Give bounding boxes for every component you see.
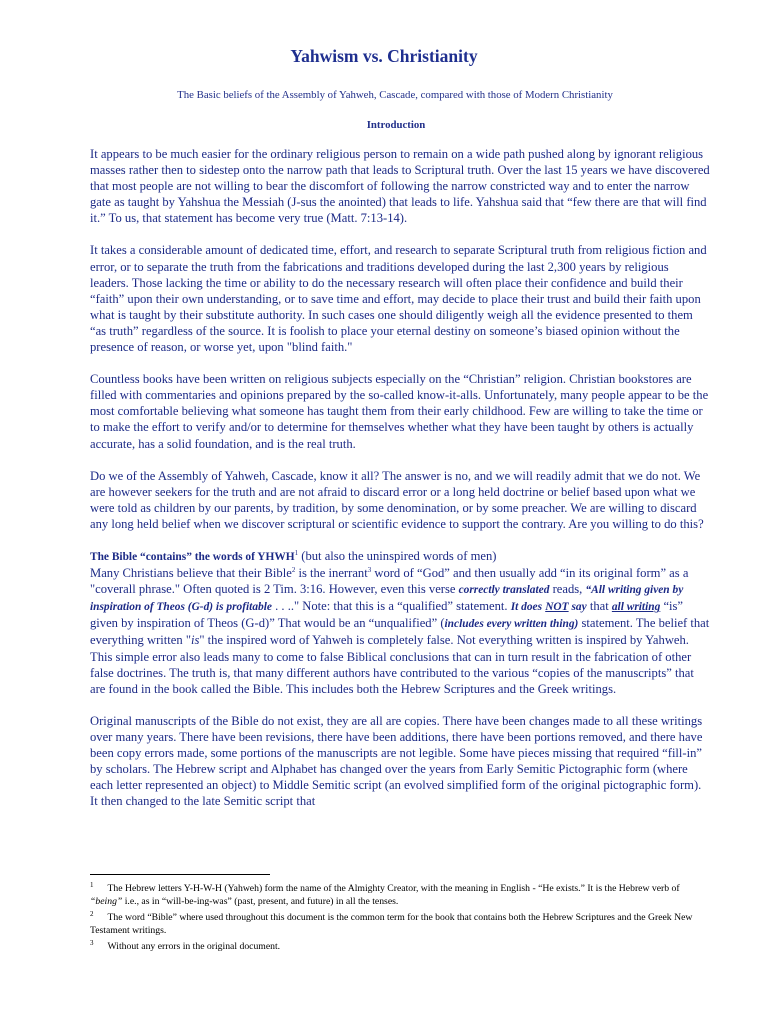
text-run: " the inspired word of Yahweh is completely false. Not everything written is inspired by Yahweh. This simple error also leads many to come to false Biblical conclusions that can in turn result in the fabrication of other false doctrines. The truth is, that many different authors have contributed to the various “copies of the manuscripts” that are found in the book called the Bible. This includes both the Hebrew Scriptures and the Greek writings. <box>90 633 694 696</box>
emphasis-text: is <box>190 633 200 648</box>
text-run: reads, <box>549 582 586 597</box>
footnote-number: 2 <box>90 910 94 919</box>
paragraph: Do we of the Assembly of Yahweh, Cascade, know it all? The answer is no, and we will readily admit that we do not. We are however seekers for the truth and are not afraid to discard error or a long held doctrine or belief based upon what we were told as children by our parents, by tradition, by some denomination, or by some preacher. We are willing to discard any long held belief when we discover scriptural or scientific evidence to support the contrary. Are you willing to do this? <box>90 468 704 531</box>
footnote-ref: 2 <box>291 565 296 574</box>
section-heading-suffix: (but also the uninspired words of men) <box>298 548 497 563</box>
text-run: is the inerrant <box>295 566 368 581</box>
emphasis-text: all writing <box>611 601 661 614</box>
footnote-emphasis: “being” <box>90 895 123 907</box>
document-body <box>90 146 710 825</box>
emphasis-text: say <box>568 601 587 614</box>
footnote-text: The word “Bible” where used throughout this document is the common term for the book that contains both the Hebrew Scriptures and the Greek New Testament writings. <box>90 912 693 936</box>
footnote <box>90 908 700 937</box>
emphasis-text: NOT <box>545 601 569 614</box>
footnotes <box>90 879 700 954</box>
text-run: word of “God” and then usually add “in its original form” as a "coverall phrase." Often quoted is 2 Tim. 3:16. However, even this verse <box>90 566 689 597</box>
footnote-divider <box>90 874 270 875</box>
text-run: “is” given by inspiration of Theos (G-d)” That would be an “unqualified” ( <box>90 599 684 631</box>
text-run: . . .." Note: that this is a “qualified” statement. <box>271 599 511 614</box>
footnote <box>90 879 700 908</box>
text-run: that <box>586 599 612 614</box>
footnote-number: 1 <box>90 881 94 889</box>
footnote-text: Without any errors in the original document. <box>107 941 281 953</box>
bible-section <box>90 548 710 697</box>
paragraph: It appears to be much easier for the ordinary religious person to remain on a wide path pushed along by ignorant religious masses rather then to sidestep onto the narrow path that leads to Scriptural truth. Over the last 15 years we have discovered that most people are not willing to bear the discomfort of following the narrow constricted way and to enter the narrow gate as taught by Yahshua the Messiah (J-sus the anointed) that leads to life. Yahshua said that “few there are that will find it.” To us, that statement has become very true (Matt. 7:13-14). <box>90 147 710 226</box>
footnote-text: The Hebrew letters Y-H-W-H (Yahweh) form the name of the Almighty Creator, with the meaning in English - “He exists.” It is the Hebrew verb of <box>107 883 680 895</box>
text-run: Many Christians believe that their Bible <box>90 566 292 581</box>
footnote-text: i.e., as in “will-be-ing-was” (past, present, and future) in all the tenses. <box>122 895 399 907</box>
emphasis-text: “All writing given by inspiration of Theos (G-d) is profitable <box>90 584 684 614</box>
paragraph: Original manuscripts of the Bible do not exist, they are all are copies. There have been changes made to all these writings over many years. There have been revisions, there have been additions, there have been portions removed, and there have been copy errors made, some portions of the manuscripts are not legible. Some have pieces missing that required “fill-in” by scholars. The Hebrew script and Alphabet has changed over the years from Early Semitic Pictographic form (where each letter represented an object) to Middle Semitic script (an evolved simplified form of the original pictographic form). It then changed to the late Semitic script that <box>90 713 703 809</box>
paragraph: It takes a considerable amount of dedicated time, effort, and research to separate Scriptural truth from religious fiction and error, or to separate the truth from the fabrications and traditions developed during the last 2,300 years by religious leaders. Those lacking the time or ability to do the necessary research will often place their confidence and build their “faith” upon their own understanding, or to save time and effort, may decide to place their trust and build their faith upon what is taught by their substitute authority. In such cases one should diligently weigh all the evidence presented to them “as truth” regardless of the source. It is foolish to place your eternal destiny on someone’s biased opinion without the presence of reason, or worse yet, upon "blind faith." <box>90 243 707 355</box>
document-subtitle: The Basic beliefs of the Assembly of Yahweh, Cascade, compared with those of Modern Christianity <box>177 89 613 101</box>
emphasis-text: includes every written thing) <box>444 618 579 631</box>
footnote-number: 3 <box>90 939 94 948</box>
footnote <box>90 937 700 954</box>
emphasis-text: correctly translated <box>458 584 550 597</box>
section-heading-introduction: Introduction <box>366 119 426 131</box>
section-heading-bible: The Bible “contains” the words of YHWH <box>90 550 295 563</box>
document-title: Yahwism vs. Christianity <box>290 46 478 66</box>
paragraph: Countless books have been written on religious subjects especially on the “Christian” religion. Christian bookstores are filled with commentaries and opinions prepared by the so-called know-it-alls. Unfortunately, many people appear to be the most comfortable believing what someone has taught them from their early childhood. Few are willing to take the time or to make the effort to verify and/or to determine for themselves whether what they have been taught by others is actually accurate, has a solid foundation, and is the real truth. <box>90 372 709 451</box>
text-run: statement. The belief that everything written " <box>90 616 710 648</box>
footnote-ref: 3 <box>367 565 372 574</box>
emphasis-text: It does <box>510 601 543 614</box>
footnote-ref: 1 <box>294 548 299 557</box>
